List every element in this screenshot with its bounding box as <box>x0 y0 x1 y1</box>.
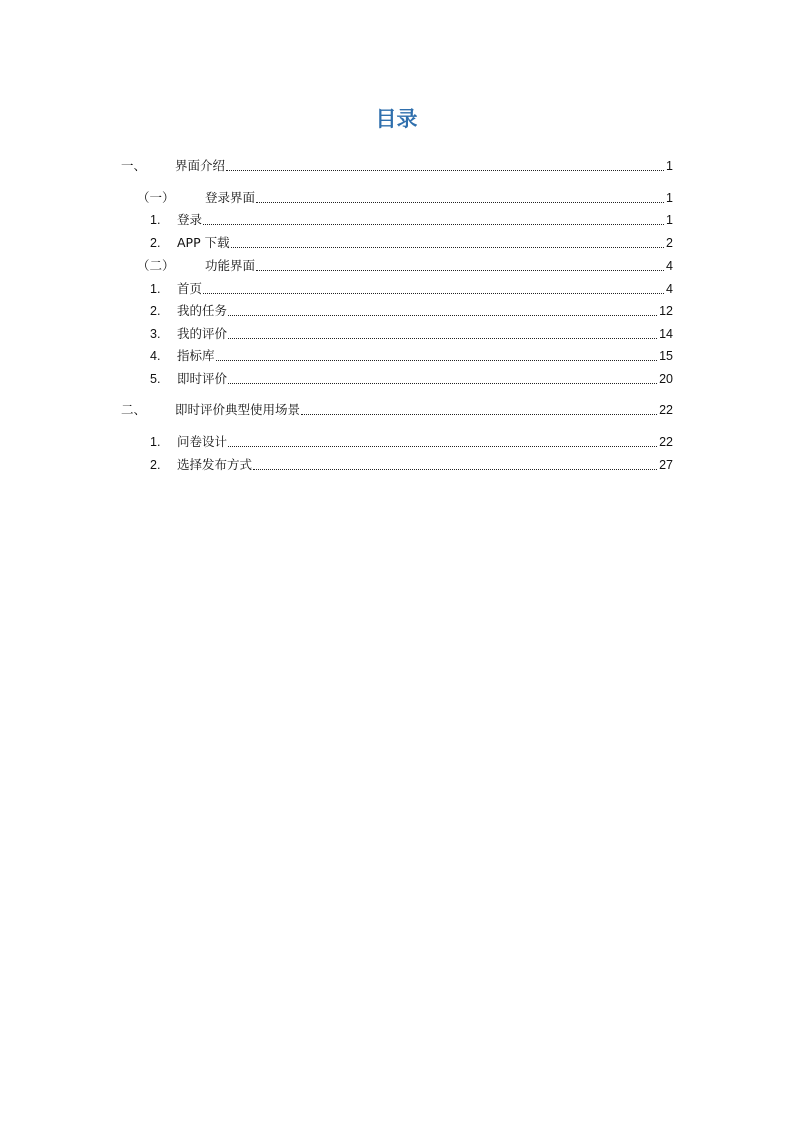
toc-entry-page: 2 <box>666 236 673 250</box>
dot-leader <box>216 360 658 361</box>
toc-entry[interactable] <box>150 370 673 388</box>
dot-leader <box>203 293 664 294</box>
toc-entry-text: 登录 <box>177 212 203 227</box>
toc-entry-text: 功能界面 <box>205 258 256 273</box>
toc-entry-page: 27 <box>659 458 673 472</box>
toc-entry-number: 5. <box>150 372 161 386</box>
toc-link[interactable] <box>121 157 673 175</box>
toc-entry-text: 界面介绍 <box>175 158 226 173</box>
toc-entry-text: 登录界面 <box>205 190 256 205</box>
toc-link[interactable] <box>137 257 673 275</box>
toc-entry-text: 选择发布方式 <box>177 457 253 472</box>
toc-link[interactable] <box>150 433 673 451</box>
toc-entry-page: 1 <box>666 191 673 205</box>
toc-entry-page: 15 <box>659 349 673 363</box>
toc-link[interactable] <box>150 280 673 298</box>
toc-entry[interactable] <box>150 325 673 343</box>
toc-title: 目录 <box>375 107 418 131</box>
dot-leader <box>228 315 657 316</box>
toc-entry[interactable] <box>137 257 673 275</box>
dot-leader <box>203 224 664 225</box>
toc-link[interactable] <box>137 189 673 207</box>
toc-link[interactable] <box>150 211 673 229</box>
toc-entry-text: 问卷设计 <box>177 434 228 449</box>
dot-leader <box>228 446 657 447</box>
toc-entry-page: 4 <box>666 282 673 296</box>
dot-leader <box>256 202 664 203</box>
toc-link[interactable] <box>150 347 673 365</box>
toc-entry[interactable] <box>121 157 673 175</box>
toc-entry[interactable] <box>121 401 673 419</box>
dot-leader <box>256 270 664 271</box>
dot-leader <box>231 247 664 248</box>
toc-entry[interactable] <box>150 280 673 298</box>
toc-entry-page: 1 <box>666 213 673 227</box>
toc-entry-text: 指标库 <box>177 348 215 363</box>
toc-entry-number: 3. <box>150 327 161 341</box>
toc-entry-number: 1. <box>150 435 161 449</box>
toc-entry[interactable] <box>150 433 673 451</box>
toc-entry[interactable] <box>137 189 673 207</box>
toc-entry-text: 我的任务 <box>177 303 228 318</box>
toc-entry-page: 1 <box>666 159 673 173</box>
dot-leader <box>228 383 657 384</box>
toc-entry-text: APP 下载 <box>177 235 230 250</box>
toc-entry-page: 14 <box>659 327 673 341</box>
dot-leader <box>226 170 664 171</box>
toc-entry-text: 首页 <box>177 281 203 296</box>
toc-entry-number: （二） <box>137 258 175 273</box>
toc-link[interactable] <box>150 325 673 343</box>
dot-leader <box>301 414 657 415</box>
toc-entry-number: 1. <box>150 213 161 227</box>
toc-link[interactable] <box>150 456 673 474</box>
toc-entry-page: 22 <box>659 435 673 449</box>
toc-entry[interactable] <box>150 234 673 252</box>
toc-entry-number: （一） <box>137 190 175 205</box>
toc-entry-number: 二、 <box>121 402 147 417</box>
toc-entry-page: 4 <box>666 259 673 273</box>
toc-link[interactable] <box>150 234 673 252</box>
toc-entry-number: 2. <box>150 236 161 250</box>
toc-entry-number: 1. <box>150 282 161 296</box>
toc-entry[interactable] <box>150 456 673 474</box>
toc-entry-number: 2. <box>150 458 161 472</box>
dot-leader <box>228 338 657 339</box>
toc-entry-number: 4. <box>150 349 161 363</box>
toc-entry[interactable] <box>150 211 673 229</box>
toc-link[interactable] <box>150 302 673 320</box>
toc-entry-number: 2. <box>150 304 161 318</box>
dot-leader <box>253 469 657 470</box>
toc-entry-page: 20 <box>659 372 673 386</box>
toc-entry-text: 我的评价 <box>177 326 228 341</box>
toc-entry-text: 即时评价 <box>177 371 228 386</box>
toc-entry[interactable] <box>150 302 673 320</box>
toc-entry-text: 即时评价典型使用场景 <box>175 402 301 417</box>
toc-link[interactable] <box>150 370 673 388</box>
toc-link[interactable] <box>121 401 673 419</box>
toc-entry-page: 12 <box>659 304 673 318</box>
toc-entry-number: 一、 <box>121 158 147 173</box>
toc-entry[interactable] <box>150 347 673 365</box>
toc-entry-page: 22 <box>659 403 673 417</box>
